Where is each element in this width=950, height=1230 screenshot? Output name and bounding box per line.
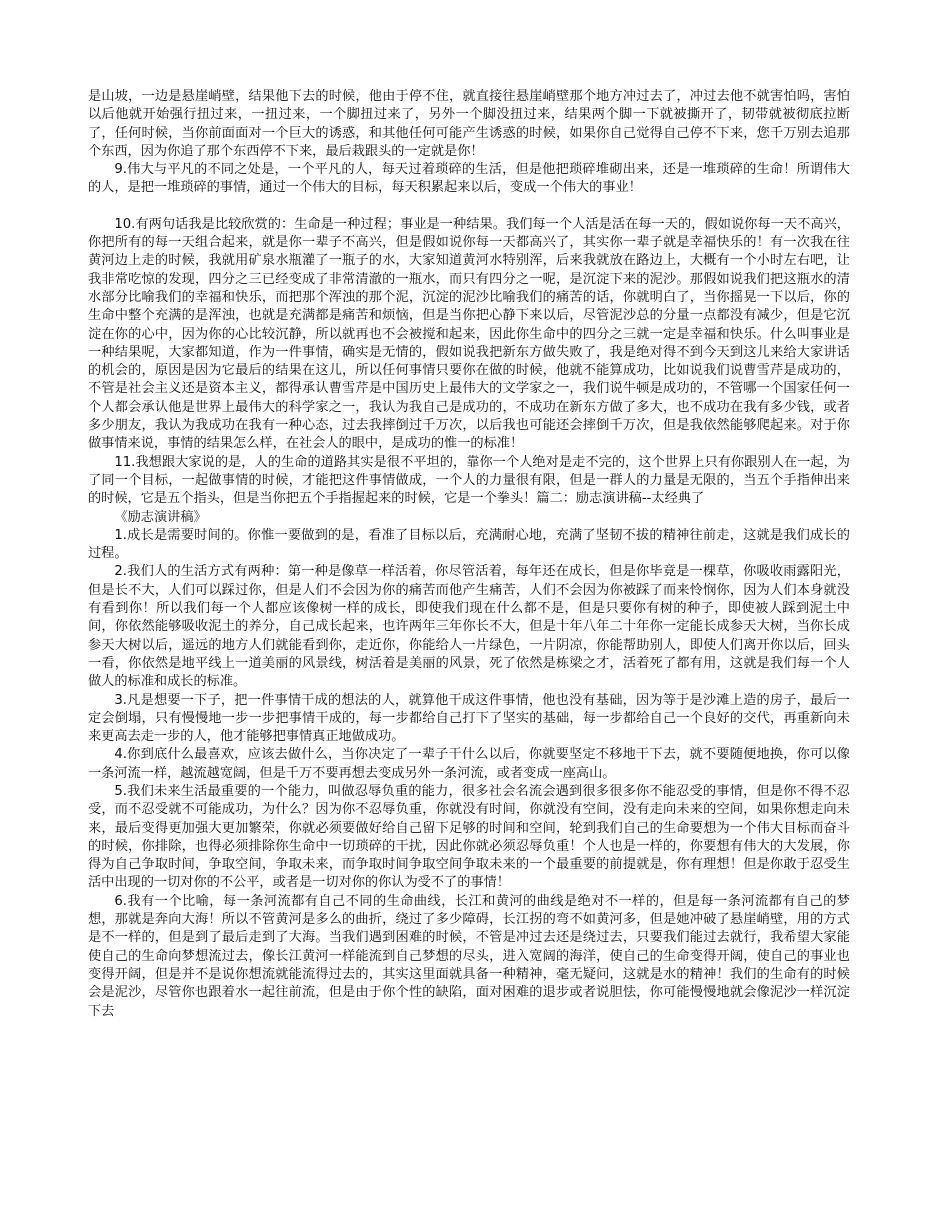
paragraph-4: 4.你到底什么最喜欢，应该去做什么，当你决定了一辈子干什么以后，你就要坚定不移地干下去，就不要随便地换，你可以像一条河流一样，越流越宽阔，但是千万不要再想去变成另外一条河流，或者变成一座高山。 <box>88 747 850 781</box>
document-page <box>88 88 850 1021</box>
section-title: 《励志演讲稿》 <box>114 509 207 525</box>
paragraph-continuation: 是山坡，一边是悬崖峭壁，结果他下去的时候，他由于停不住，就直接往悬崖峭壁那个地方冲过去了，冲过去他不就害怕吗，害怕以后他就开始强行扭过来，一扭过来，一个脚扭过来了，另外一个脚没扭过来，结果两个脚一下就被撕开了，韧带就被彻底拉断了，任何时候，当你前面面对一个巨大的诱惑，和其他任何可能产生诱惑的时候，如果你自己觉得自己停不下来，您千万别去追那个东西，因为你追了那个东西停不下来，最后栽跟头的一定就是你！ <box>88 89 850 159</box>
paragraph-2: 2.我们人的生活方式有两种：第一种是像草一样活着，你尽管活着，每年还在成长，但是你毕竟是一棵草，你吸收雨露阳光，但是长不大，人们可以踩过你，但是人们不会因为你的痛苦而他产生痛苦，人们不会因为你被踩了而来怜悯你，因为人们本身就没有看到你！所以我们每一个人都应该像树一样的成长，即使我们现在什么都不是，但是只要你有树的种子，即使被人踩到泥土中间，你依然能够吸收泥土的养分，自己成长起来，也许两年三年你长不大，但是十年八年二十年你一定能长成参天大树，当你长成参天大树以后，遥远的地方人们就能看到你，走近你，你能给人一片绿色，一片阴凉，你能帮助别人，即使人们离开你以后，回头一看，你依然是地平线上一道美丽的风景线，树活着是美丽的风景，死了依然是栋梁之才，活着死了都有用，这就是我们每一个人做人的标准和成长的标准。 <box>88 564 850 690</box>
paragraph-5: 5.我们未来生活最重要的一个能力，叫做忍辱负重的能力，很多社会名流会遇到很多很多你不能忍受的事情，但是你不得不忍受，而不忍受就不可能成功，为什么？因为你不忍辱负重，你就没有时间，你就没有空间，没有走向未来的空间，如果你想走向未来，最后变得更加强大更加繁荣，你就必须要做好给自己留下足够的时间和空间，轮到我们自己的生命要想为一个伟大目标而奋斗的时候，你排除，也得必须排除你生命中一切琐碎的干扰，因此你就必须忍辱负重！个人也是一样的，你要想有伟大的大发展，你得为自己争取时间，争取空间，争取未来，而争取时间争取空间争取未来的一个最重要的前提就是，你有理想！但是你敢于忍受生活中出现的一切对你的不公平，或者是一切对你的你认为受不了的事情！ <box>88 783 850 891</box>
paragraph-1: 1.成长是需要时间的。你惟一要做到的是，看准了目标以后，充满耐心地，充满了坚韧不拔的精神往前走，这就是我们成长的过程。 <box>88 527 850 562</box>
paragraph-9: 9.伟大与平凡的不同之处是，一个平凡的人，每天过着琐碎的生活，但是他把琐碎堆砌出来，还是一堆琐碎的生命！所谓伟大的人，是把一堆琐碎的事情，通过一个伟大的目标，每天积累起来以后，变成一个伟大的事业！ <box>88 162 850 196</box>
paragraph-10: 10.有两句话我是比较欣赏的：生命是一种过程；事业是一种结果。我们每一个人活是活在每一天的，假如说你每一天不高兴，你把所有的每一天组合起来，就是你一辈子不高兴，但是假如说你每一天都高兴了，其实你一辈子就是幸福快乐的！有一次我在往黄河边上走的时候，我就用矿泉水瓶灌了一瓶子的水，大家知道黄河水特别浑，后来我就放在路边上，大概有一个小时左右吧，让我非常吃惊的发现，四分之三已经变成了非常清澈的一瓶水，而只有四分之一呢，是沉淀下来的泥沙。那假如说我们把这瓶水的清水部分比喻我们的幸福和快乐，而把那个浑浊的那个泥，沉淀的泥沙比喻我们的痛苦的话，你就明白了，当你摇晃一下以后，你的生命中整个充满的是浑浊，也就是充满都是痛苦和烦恼，但是当你把心静下来以后，尽管泥沙总的分量一点都没有减少，但是它沉淀在你的心中，因为你的心比较沉静，所以就再也不会被搅和起来，因此你生命中的四分之三就一定是幸福和快乐。什么叫事业是一种结果呢，大家都知道，作为一件事情，确实是无情的，假如说我把新东方做失败了，我是绝对得不到今天到这儿来给大家讲话的机会的，原因是因为它最后的结果在这儿，所以任何事情只要你在做的时候，他就不能算成功，比如说我们说曹雪芹是成功的，不管是社会主义还是资本主义，都得承认曹雪芹是中国历史上最伟大的文学家之一，我们说牛顿是成功的，不管哪一个国家任何一个人都会承认他是世界上最伟大的科学家之一，我认为我自己是成功的，不成功在新东方做了多大，也不成功在我有多少钱，或者多少朋友，我认为我成功在我有一种心态，过去我摔倒过千万次，以后我也可能还会摔倒千万次，但是我依然能够爬起来。对于你做事情来说，事情的结果怎么样，在社会人的眼中，是成功的惟一的标准！ <box>88 216 850 452</box>
paragraph-11: 11.我想跟大家说的是，人的生命的道路其实是很不平坦的，靠你一个人绝对是走不完的，这个世界上只有你跟别人在一起，为了同一个目标，一起做事情的时候，才能把这件事情做成，一个人的力量很有限，但是一群人的力量是无限的，当五个手指伸出来的时候，它是五个指头，但是当你把五个手指握起来的时候，它是一个拳头！篇二：励志演讲稿--太经典了 <box>88 454 850 507</box>
paragraph-3: 3.凡是想要一下子，把一件事情干成的想法的人，就算他干成这件事情，他也没有基础，因为等于是沙滩上造的房子，最后一定会倒塌，只有慢慢地一步一步把事情干成的，每一步都给自己打下了坚实的基础，每一步都给自己一个良好的交代，再重新向未来更高去走一步的人，他才能够把事情真正地做成功。 <box>88 692 850 745</box>
paragraph-6: 6.我有一个比喻，每一条河流都有自己不同的生命曲线，长江和黄河的曲线是绝对不一样的，但是每一条河流都有自己的梦想，那就是奔向大海！所以不管黄河是多么的曲折，绕过了多少障碍，长江拐的弯不如黄河多，但是她冲破了悬崖峭壁，用的方式是不一样的，但是到了最后走到了大海。当我们遇到困难的时候，不管是冲过去还是绕过去，只要我们能过去就行，我希望大家能使自己的生命向梦想流过去，像长江黄河一样能流到自己梦想的尽头，进入宽阔的海洋，使自己的生命变得开阔，使自己的事业也变得开阔，但是并不是说你想流就能流得过去的，其实这里面就具备一种精神，毫无疑问，这就是水的精神！我们的生命有的时候会是泥沙，尽管你也跟着水一起往前流，但是由于你个性的缺陷，面对困难的退步或者说胆怯，你可能慢慢地就会像泥沙一样沉淀下去 <box>88 893 850 1019</box>
